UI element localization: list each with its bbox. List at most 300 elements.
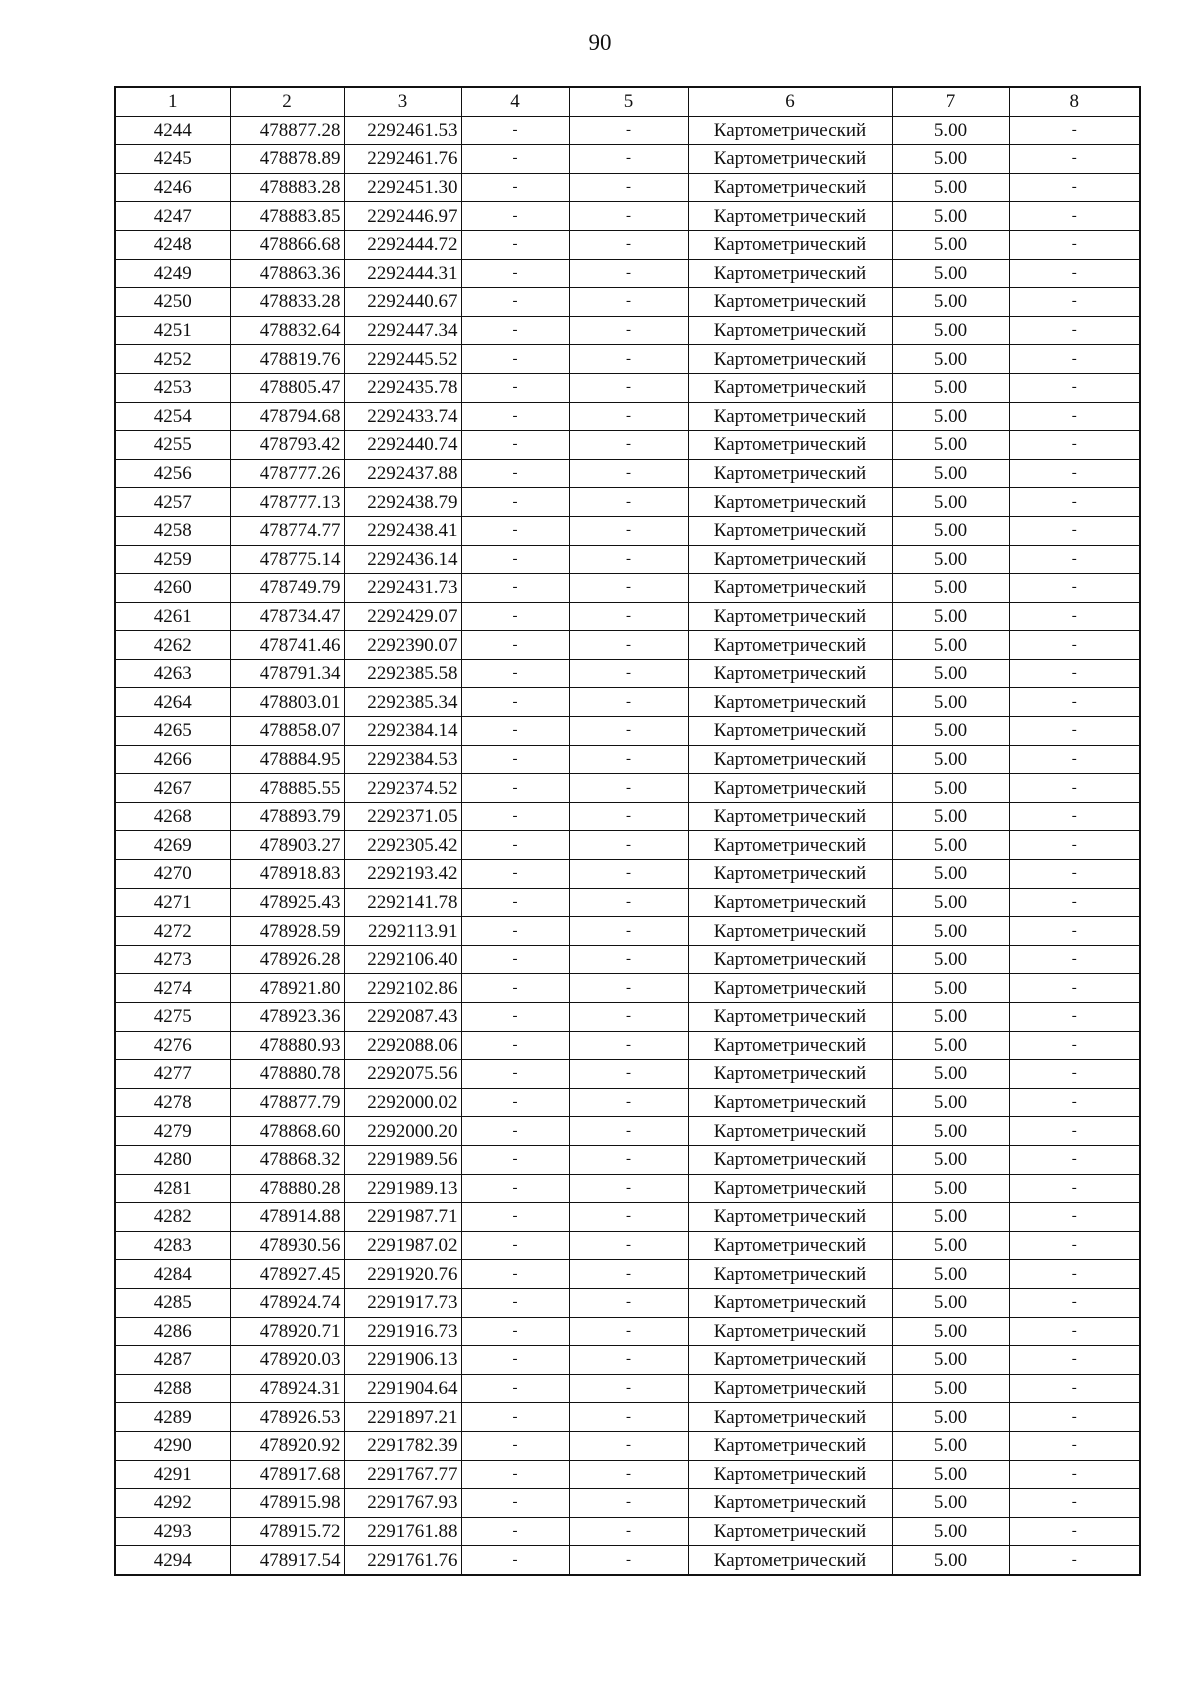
x-coordinate-cell: 478741.46 bbox=[230, 631, 344, 660]
column-4-cell: - bbox=[461, 1031, 569, 1060]
column-8-cell: - bbox=[1009, 1031, 1140, 1060]
column-8-cell: - bbox=[1009, 831, 1140, 860]
table-row bbox=[115, 1203, 1140, 1232]
column-8-cell: - bbox=[1009, 173, 1140, 202]
column-8-cell: - bbox=[1009, 717, 1140, 746]
method-cell: Картометрический bbox=[688, 516, 892, 545]
column-4-cell: - bbox=[461, 974, 569, 1003]
column-4-cell: - bbox=[461, 1060, 569, 1089]
table-row bbox=[115, 1517, 1140, 1546]
point-number-cell: 4287 bbox=[115, 1346, 230, 1375]
y-coordinate-cell: 2292433.74 bbox=[344, 402, 461, 431]
y-coordinate-cell: 2292451.30 bbox=[344, 173, 461, 202]
point-number-cell: 4248 bbox=[115, 230, 230, 259]
method-cell: Картометрический bbox=[688, 631, 892, 660]
point-number-cell: 4247 bbox=[115, 202, 230, 231]
table-row bbox=[115, 974, 1140, 1003]
point-number-cell: 4263 bbox=[115, 659, 230, 688]
column-5-cell: - bbox=[569, 488, 688, 517]
column-5-cell: - bbox=[569, 688, 688, 717]
point-number-cell: 4255 bbox=[115, 431, 230, 460]
column-5-cell: - bbox=[569, 574, 688, 603]
method-cell: Картометрический bbox=[688, 1546, 892, 1575]
y-coordinate-cell: 2292113.91 bbox=[344, 917, 461, 946]
column-4-cell: - bbox=[461, 1145, 569, 1174]
y-coordinate-cell: 2291767.93 bbox=[344, 1489, 461, 1518]
method-cell: Картометрический bbox=[688, 1489, 892, 1518]
point-number-cell: 4251 bbox=[115, 316, 230, 345]
column-8-cell: - bbox=[1009, 259, 1140, 288]
column-8-cell: - bbox=[1009, 345, 1140, 374]
column-4-cell: - bbox=[461, 1517, 569, 1546]
column-5-cell: - bbox=[569, 1060, 688, 1089]
point-number-cell: 4262 bbox=[115, 631, 230, 660]
column-4-cell: - bbox=[461, 917, 569, 946]
column-8-cell: - bbox=[1009, 945, 1140, 974]
column-5-cell: - bbox=[569, 316, 688, 345]
column-4-cell: - bbox=[461, 288, 569, 317]
x-coordinate-cell: 478921.80 bbox=[230, 974, 344, 1003]
point-number-cell: 4274 bbox=[115, 974, 230, 1003]
point-number-cell: 4265 bbox=[115, 717, 230, 746]
method-cell: Картометрический bbox=[688, 1088, 892, 1117]
column-5-cell: - bbox=[569, 288, 688, 317]
column-5-cell: - bbox=[569, 917, 688, 946]
accuracy-cell: 5.00 bbox=[892, 1546, 1009, 1575]
accuracy-cell: 5.00 bbox=[892, 1374, 1009, 1403]
y-coordinate-cell: 2292088.06 bbox=[344, 1031, 461, 1060]
column-5-cell: - bbox=[569, 1317, 688, 1346]
column-8-cell: - bbox=[1009, 1489, 1140, 1518]
y-coordinate-cell: 2292438.41 bbox=[344, 516, 461, 545]
column-5-cell: - bbox=[569, 1431, 688, 1460]
column-8-cell: - bbox=[1009, 516, 1140, 545]
x-coordinate-cell: 478917.68 bbox=[230, 1460, 344, 1489]
y-coordinate-cell: 2292000.02 bbox=[344, 1088, 461, 1117]
table-row bbox=[115, 1317, 1140, 1346]
y-coordinate-cell: 2292437.88 bbox=[344, 459, 461, 488]
accuracy-cell: 5.00 bbox=[892, 1431, 1009, 1460]
column-4-cell: - bbox=[461, 116, 569, 145]
table-row bbox=[115, 888, 1140, 917]
y-coordinate-cell: 2292446.97 bbox=[344, 202, 461, 231]
point-number-cell: 4283 bbox=[115, 1231, 230, 1260]
accuracy-cell: 5.00 bbox=[892, 1060, 1009, 1089]
accuracy-cell: 5.00 bbox=[892, 316, 1009, 345]
method-cell: Картометрический bbox=[688, 145, 892, 174]
column-4-cell: - bbox=[461, 1260, 569, 1289]
x-coordinate-cell: 478819.76 bbox=[230, 345, 344, 374]
point-number-cell: 4294 bbox=[115, 1546, 230, 1575]
y-coordinate-cell: 2292087.43 bbox=[344, 1003, 461, 1032]
column-5-cell: - bbox=[569, 1003, 688, 1032]
table-row bbox=[115, 402, 1140, 431]
method-cell: Картометрический bbox=[688, 802, 892, 831]
column-5-cell: - bbox=[569, 1374, 688, 1403]
y-coordinate-cell: 2291761.88 bbox=[344, 1517, 461, 1546]
point-number-cell: 4281 bbox=[115, 1174, 230, 1203]
method-cell: Картометрический bbox=[688, 831, 892, 860]
method-cell: Картометрический bbox=[688, 1403, 892, 1432]
column-5-cell: - bbox=[569, 1403, 688, 1432]
y-coordinate-cell: 2291906.13 bbox=[344, 1346, 461, 1375]
column-4-cell: - bbox=[461, 1231, 569, 1260]
table-row bbox=[115, 145, 1140, 174]
column-4-cell: - bbox=[461, 774, 569, 803]
point-number-cell: 4257 bbox=[115, 488, 230, 517]
y-coordinate-cell: 2292438.79 bbox=[344, 488, 461, 517]
y-coordinate-cell: 2292102.86 bbox=[344, 974, 461, 1003]
table-row bbox=[115, 373, 1140, 402]
point-number-cell: 4279 bbox=[115, 1117, 230, 1146]
column-8-cell: - bbox=[1009, 1088, 1140, 1117]
y-coordinate-cell: 2292447.34 bbox=[344, 316, 461, 345]
y-coordinate-cell: 2292444.72 bbox=[344, 230, 461, 259]
method-cell: Картометрический bbox=[688, 488, 892, 517]
y-coordinate-cell: 2292429.07 bbox=[344, 602, 461, 631]
column-8-cell: - bbox=[1009, 1374, 1140, 1403]
point-number-cell: 4261 bbox=[115, 602, 230, 631]
method-cell: Картометрический bbox=[688, 945, 892, 974]
column-5-cell: - bbox=[569, 1346, 688, 1375]
x-coordinate-cell: 478920.03 bbox=[230, 1346, 344, 1375]
accuracy-cell: 5.00 bbox=[892, 888, 1009, 917]
x-coordinate-cell: 478775.14 bbox=[230, 545, 344, 574]
x-coordinate-cell: 478920.71 bbox=[230, 1317, 344, 1346]
column-5-cell: - bbox=[569, 1145, 688, 1174]
column-8-cell: - bbox=[1009, 1145, 1140, 1174]
y-coordinate-cell: 2292444.31 bbox=[344, 259, 461, 288]
y-coordinate-cell: 2291920.76 bbox=[344, 1260, 461, 1289]
x-coordinate-cell: 478918.83 bbox=[230, 860, 344, 889]
method-cell: Картометрический bbox=[688, 173, 892, 202]
x-coordinate-cell: 478880.93 bbox=[230, 1031, 344, 1060]
table-row bbox=[115, 745, 1140, 774]
table-row bbox=[115, 1003, 1140, 1032]
y-coordinate-cell: 2292106.40 bbox=[344, 945, 461, 974]
y-coordinate-cell: 2292431.73 bbox=[344, 574, 461, 603]
x-coordinate-cell: 478915.72 bbox=[230, 1517, 344, 1546]
method-cell: Картометрический bbox=[688, 602, 892, 631]
table-row bbox=[115, 602, 1140, 631]
y-coordinate-cell: 2292461.53 bbox=[344, 116, 461, 145]
column-header: 3 bbox=[344, 87, 461, 116]
method-cell: Картометрический bbox=[688, 202, 892, 231]
y-coordinate-cell: 2292384.53 bbox=[344, 745, 461, 774]
method-cell: Картометрический bbox=[688, 545, 892, 574]
table-row bbox=[115, 431, 1140, 460]
column-4-cell: - bbox=[461, 802, 569, 831]
method-cell: Картометрический bbox=[688, 1460, 892, 1489]
column-header: 2 bbox=[230, 87, 344, 116]
y-coordinate-cell: 2292435.78 bbox=[344, 373, 461, 402]
point-number-cell: 4272 bbox=[115, 917, 230, 946]
accuracy-cell: 5.00 bbox=[892, 1346, 1009, 1375]
column-4-cell: - bbox=[461, 1174, 569, 1203]
point-number-cell: 4269 bbox=[115, 831, 230, 860]
column-4-cell: - bbox=[461, 373, 569, 402]
accuracy-cell: 5.00 bbox=[892, 1260, 1009, 1289]
column-4-cell: - bbox=[461, 173, 569, 202]
y-coordinate-cell: 2292075.56 bbox=[344, 1060, 461, 1089]
column-5-cell: - bbox=[569, 373, 688, 402]
accuracy-cell: 5.00 bbox=[892, 288, 1009, 317]
column-8-cell: - bbox=[1009, 745, 1140, 774]
column-8-cell: - bbox=[1009, 116, 1140, 145]
y-coordinate-cell: 2292305.42 bbox=[344, 831, 461, 860]
column-5-cell: - bbox=[569, 631, 688, 660]
column-8-cell: - bbox=[1009, 602, 1140, 631]
column-5-cell: - bbox=[569, 745, 688, 774]
column-4-cell: - bbox=[461, 488, 569, 517]
method-cell: Картометрический bbox=[688, 1031, 892, 1060]
point-number-cell: 4252 bbox=[115, 345, 230, 374]
column-4-cell: - bbox=[461, 545, 569, 574]
x-coordinate-cell: 478883.28 bbox=[230, 173, 344, 202]
column-8-cell: - bbox=[1009, 488, 1140, 517]
column-8-cell: - bbox=[1009, 802, 1140, 831]
column-4-cell: - bbox=[461, 1431, 569, 1460]
column-8-cell: - bbox=[1009, 774, 1140, 803]
method-cell: Картометрический bbox=[688, 116, 892, 145]
column-8-cell: - bbox=[1009, 860, 1140, 889]
x-coordinate-cell: 478805.47 bbox=[230, 373, 344, 402]
y-coordinate-cell: 2292385.34 bbox=[344, 688, 461, 717]
accuracy-cell: 5.00 bbox=[892, 173, 1009, 202]
column-4-cell: - bbox=[461, 1088, 569, 1117]
accuracy-cell: 5.00 bbox=[892, 860, 1009, 889]
column-4-cell: - bbox=[461, 831, 569, 860]
column-5-cell: - bbox=[569, 717, 688, 746]
method-cell: Картометрический bbox=[688, 860, 892, 889]
column-4-cell: - bbox=[461, 202, 569, 231]
x-coordinate-cell: 478920.92 bbox=[230, 1431, 344, 1460]
column-8-cell: - bbox=[1009, 1460, 1140, 1489]
column-8-cell: - bbox=[1009, 1231, 1140, 1260]
x-coordinate-cell: 478880.28 bbox=[230, 1174, 344, 1203]
column-4-cell: - bbox=[461, 860, 569, 889]
column-8-cell: - bbox=[1009, 1174, 1140, 1203]
accuracy-cell: 5.00 bbox=[892, 230, 1009, 259]
table-header-row bbox=[115, 87, 1140, 116]
method-cell: Картометрический bbox=[688, 402, 892, 431]
column-8-cell: - bbox=[1009, 574, 1140, 603]
accuracy-cell: 5.00 bbox=[892, 1403, 1009, 1432]
table-row bbox=[115, 516, 1140, 545]
method-cell: Картометрический bbox=[688, 431, 892, 460]
method-cell: Картометрический bbox=[688, 288, 892, 317]
column-8-cell: - bbox=[1009, 431, 1140, 460]
point-number-cell: 4293 bbox=[115, 1517, 230, 1546]
x-coordinate-cell: 478925.43 bbox=[230, 888, 344, 917]
x-coordinate-cell: 478877.28 bbox=[230, 116, 344, 145]
x-coordinate-cell: 478903.27 bbox=[230, 831, 344, 860]
table-row bbox=[115, 1145, 1140, 1174]
table-row bbox=[115, 1546, 1140, 1575]
point-number-cell: 4292 bbox=[115, 1489, 230, 1518]
y-coordinate-cell: 2292374.52 bbox=[344, 774, 461, 803]
x-coordinate-cell: 478833.28 bbox=[230, 288, 344, 317]
column-8-cell: - bbox=[1009, 1517, 1140, 1546]
point-number-cell: 4270 bbox=[115, 860, 230, 889]
x-coordinate-cell: 478884.95 bbox=[230, 745, 344, 774]
column-5-cell: - bbox=[569, 802, 688, 831]
point-number-cell: 4286 bbox=[115, 1317, 230, 1346]
column-8-cell: - bbox=[1009, 1346, 1140, 1375]
accuracy-cell: 5.00 bbox=[892, 516, 1009, 545]
method-cell: Картометрический bbox=[688, 1517, 892, 1546]
point-number-cell: 4264 bbox=[115, 688, 230, 717]
column-4-cell: - bbox=[461, 888, 569, 917]
x-coordinate-cell: 478924.31 bbox=[230, 1374, 344, 1403]
method-cell: Картометрический bbox=[688, 745, 892, 774]
column-4-cell: - bbox=[461, 1317, 569, 1346]
accuracy-cell: 5.00 bbox=[892, 259, 1009, 288]
accuracy-cell: 5.00 bbox=[892, 1288, 1009, 1317]
point-number-cell: 4278 bbox=[115, 1088, 230, 1117]
column-8-cell: - bbox=[1009, 1403, 1140, 1432]
x-coordinate-cell: 478885.55 bbox=[230, 774, 344, 803]
method-cell: Картометрический bbox=[688, 1288, 892, 1317]
accuracy-cell: 5.00 bbox=[892, 1231, 1009, 1260]
table-row bbox=[115, 831, 1140, 860]
point-number-cell: 4250 bbox=[115, 288, 230, 317]
column-5-cell: - bbox=[569, 545, 688, 574]
column-8-cell: - bbox=[1009, 1546, 1140, 1575]
method-cell: Картометрический bbox=[688, 1174, 892, 1203]
table-row bbox=[115, 316, 1140, 345]
column-5-cell: - bbox=[569, 1117, 688, 1146]
column-5-cell: - bbox=[569, 1546, 688, 1575]
x-coordinate-cell: 478926.28 bbox=[230, 945, 344, 974]
x-coordinate-cell: 478914.88 bbox=[230, 1203, 344, 1232]
point-number-cell: 4285 bbox=[115, 1288, 230, 1317]
accuracy-cell: 5.00 bbox=[892, 1460, 1009, 1489]
accuracy-cell: 5.00 bbox=[892, 1031, 1009, 1060]
accuracy-cell: 5.00 bbox=[892, 402, 1009, 431]
point-number-cell: 4259 bbox=[115, 545, 230, 574]
column-8-cell: - bbox=[1009, 545, 1140, 574]
accuracy-cell: 5.00 bbox=[892, 1203, 1009, 1232]
y-coordinate-cell: 2291987.71 bbox=[344, 1203, 461, 1232]
accuracy-cell: 5.00 bbox=[892, 1317, 1009, 1346]
column-4-cell: - bbox=[461, 316, 569, 345]
column-5-cell: - bbox=[569, 1231, 688, 1260]
column-5-cell: - bbox=[569, 1031, 688, 1060]
point-number-cell: 4244 bbox=[115, 116, 230, 145]
column-4-cell: - bbox=[461, 230, 569, 259]
point-number-cell: 4273 bbox=[115, 945, 230, 974]
column-4-cell: - bbox=[461, 145, 569, 174]
y-coordinate-cell: 2291917.73 bbox=[344, 1288, 461, 1317]
y-coordinate-cell: 2292371.05 bbox=[344, 802, 461, 831]
column-5-cell: - bbox=[569, 1088, 688, 1117]
column-8-cell: - bbox=[1009, 1060, 1140, 1089]
x-coordinate-cell: 478878.89 bbox=[230, 145, 344, 174]
column-8-cell: - bbox=[1009, 288, 1140, 317]
x-coordinate-cell: 478928.59 bbox=[230, 917, 344, 946]
point-number-cell: 4275 bbox=[115, 1003, 230, 1032]
column-5-cell: - bbox=[569, 402, 688, 431]
x-coordinate-cell: 478924.74 bbox=[230, 1288, 344, 1317]
method-cell: Картометрический bbox=[688, 1431, 892, 1460]
column-8-cell: - bbox=[1009, 659, 1140, 688]
point-number-cell: 4276 bbox=[115, 1031, 230, 1060]
column-header: 4 bbox=[461, 87, 569, 116]
column-8-cell: - bbox=[1009, 974, 1140, 1003]
column-4-cell: - bbox=[461, 259, 569, 288]
column-5-cell: - bbox=[569, 1288, 688, 1317]
page-number: 90 bbox=[588, 30, 612, 55]
column-5-cell: - bbox=[569, 431, 688, 460]
column-header: 1 bbox=[115, 87, 230, 116]
point-number-cell: 4288 bbox=[115, 1374, 230, 1403]
column-4-cell: - bbox=[461, 745, 569, 774]
method-cell: Картометрический bbox=[688, 1374, 892, 1403]
accuracy-cell: 5.00 bbox=[892, 1088, 1009, 1117]
table-row bbox=[115, 1174, 1140, 1203]
column-5-cell: - bbox=[569, 116, 688, 145]
y-coordinate-cell: 2291782.39 bbox=[344, 1431, 461, 1460]
x-coordinate-cell: 478877.79 bbox=[230, 1088, 344, 1117]
column-4-cell: - bbox=[461, 516, 569, 545]
column-5-cell: - bbox=[569, 945, 688, 974]
method-cell: Картометрический bbox=[688, 774, 892, 803]
table-row bbox=[115, 1431, 1140, 1460]
x-coordinate-cell: 478866.68 bbox=[230, 230, 344, 259]
x-coordinate-cell: 478917.54 bbox=[230, 1546, 344, 1575]
column-5-cell: - bbox=[569, 974, 688, 1003]
column-8-cell: - bbox=[1009, 1431, 1140, 1460]
method-cell: Картометрический bbox=[688, 917, 892, 946]
x-coordinate-cell: 478794.68 bbox=[230, 402, 344, 431]
accuracy-cell: 5.00 bbox=[892, 602, 1009, 631]
accuracy-cell: 5.00 bbox=[892, 631, 1009, 660]
method-cell: Картометрический bbox=[688, 888, 892, 917]
accuracy-cell: 5.00 bbox=[892, 945, 1009, 974]
table-row bbox=[115, 1088, 1140, 1117]
table-body bbox=[115, 116, 1140, 1575]
x-coordinate-cell: 478863.36 bbox=[230, 259, 344, 288]
point-number-cell: 4289 bbox=[115, 1403, 230, 1432]
column-5-cell: - bbox=[569, 230, 688, 259]
x-coordinate-cell: 478923.36 bbox=[230, 1003, 344, 1032]
column-8-cell: - bbox=[1009, 1288, 1140, 1317]
column-5-cell: - bbox=[569, 516, 688, 545]
accuracy-cell: 5.00 bbox=[892, 745, 1009, 774]
y-coordinate-cell: 2292000.20 bbox=[344, 1117, 461, 1146]
accuracy-cell: 5.00 bbox=[892, 116, 1009, 145]
method-cell: Картометрический bbox=[688, 974, 892, 1003]
method-cell: Картометрический bbox=[688, 316, 892, 345]
column-5-cell: - bbox=[569, 459, 688, 488]
column-4-cell: - bbox=[461, 1003, 569, 1032]
coordinates-table bbox=[114, 86, 1141, 1576]
x-coordinate-cell: 478893.79 bbox=[230, 802, 344, 831]
point-number-cell: 4291 bbox=[115, 1460, 230, 1489]
table-row bbox=[115, 173, 1140, 202]
accuracy-cell: 5.00 bbox=[892, 545, 1009, 574]
table-row bbox=[115, 1403, 1140, 1432]
table-row bbox=[115, 1060, 1140, 1089]
column-4-cell: - bbox=[461, 459, 569, 488]
column-header: 5 bbox=[569, 87, 688, 116]
column-8-cell: - bbox=[1009, 316, 1140, 345]
x-coordinate-cell: 478930.56 bbox=[230, 1231, 344, 1260]
column-5-cell: - bbox=[569, 602, 688, 631]
point-number-cell: 4267 bbox=[115, 774, 230, 803]
column-4-cell: - bbox=[461, 1546, 569, 1575]
